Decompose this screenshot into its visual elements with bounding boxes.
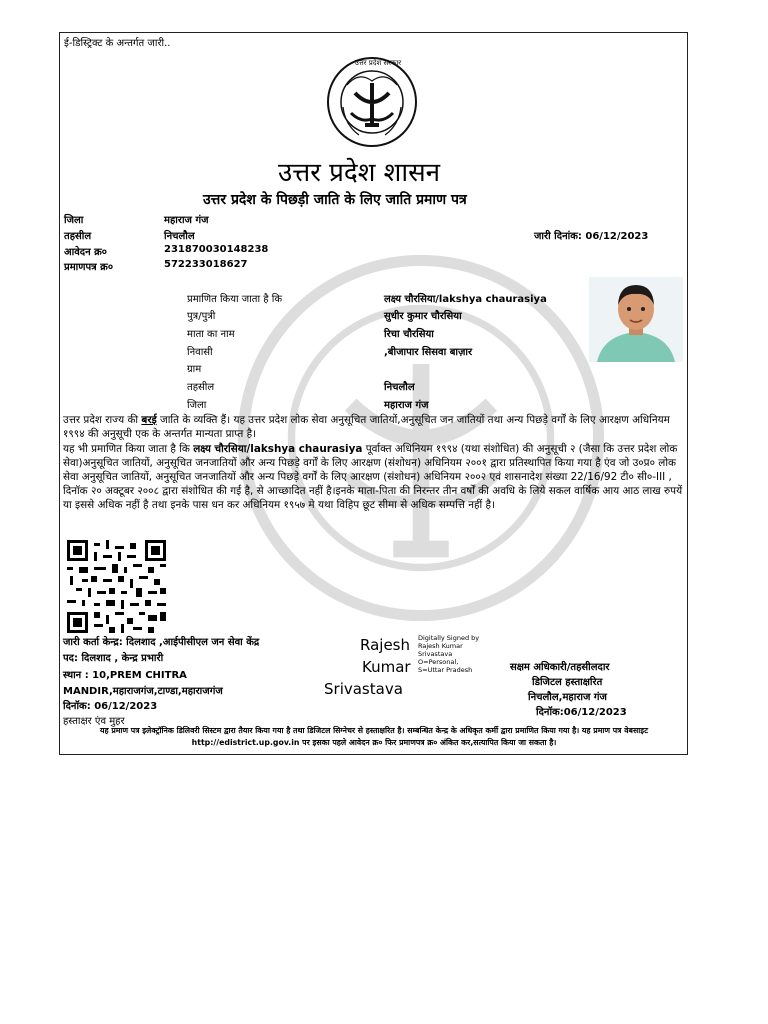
issuer-center: जारी कर्ता केन्द्र: दिलशाद ,आईपीसीएल जन सेवा केंद्र [63,637,260,648]
digital-signature-details [418,634,479,674]
creamy-layer-text-2: पूर्वाक्त अधिनियम १९९४ (यथा संशोधित) की अनुसूची २ (जैसा कि उत्तर प्रदेश लोक सेवा)अनुसूचित जातियों, अनुसूचित जनजातियों और अन्य पिछड़े वर्गों के लिए आरक्षण (संशोधन) अधिनियम २००१ द्वारा प्रतिस्थापित किया गया है एंव जो उ०प्र० लोक सेवा अनुसूचित जातियों, अनुसूचित जनजातियों और अन्य पिछड़े वर्गों के लिए आरक्षण (संशोधन) अधिनियम २००२ एवं शासनादेश संख्या 22/16/92 टी० सी०-III , दिनॉक २० अक्टूबर २००८ द्वारा संशोधित की गई है, से आच्छादित नहीं है।इनके माता-पिता की निरन्तर तीन वर्षों की अवधि के लिये सकल वार्षिक आय आठ लाख रुपयें या इससे अधिक नहीं है तथा इनके पास धन कर अधिनियम १९५७ मे यथा विहिप छूट सीमा से अधिक सम्पत्ति नहीं है। [63,443,683,511]
certificate [59,32,688,755]
digital-signature-line: Digitally Signed by [418,634,480,642]
caste-statement [63,413,683,441]
detail-value-name: लक्ष्य चौरसिया/lakshya chaurasiya [384,294,547,305]
meta-value-application-no: 231870030148238 [164,244,269,255]
detail-label-village: ग्राम [187,364,202,375]
digital-signature-name-1: Rajesh [360,636,411,654]
meta-value-district: महाराज गंज [164,215,209,226]
meta-value-tehsil: निचलौल [164,231,195,242]
caste-name: बरई [141,414,157,426]
issuer-date: दिनॉक: 06/12/2023 [63,701,158,712]
officer-place: निचलौल,महाराज गंज [528,692,607,703]
emblem-text: उत्तर प्रदेश सरकार [355,59,402,67]
digital-signature-name-3: Srivastava [324,680,403,698]
officer-digital-sign: डिजिटल हस्ताक्षरित [532,677,603,688]
detail-value-father: सुधीर कुमार चौरसिया [384,311,462,322]
digital-signature-line: Rajesh Kumar [418,642,463,650]
detail-label-mother: माता का नाम [187,329,235,340]
meta-label-certificate-no: प्रमाणपत्र क्र० [64,262,114,273]
up-government-emblem [325,55,419,149]
issue-date-value: 06/12/2023 [585,231,649,242]
officer-title: सक्षम अधिकारी/तहसीलदार [510,662,610,673]
digital-signature-line: Srivastava [418,650,453,658]
detail-label-tehsil: तहसील [187,382,215,393]
header-note: ई-डिस्ट्रिक्ट के अन्तर्गत जारी.. [64,38,171,49]
detail-value-mother: रिचा चौरसिया [384,329,434,340]
digital-signature-line: O=Personal, [418,658,459,666]
footer-note: यह प्रमाण पत्र इलेक्ट्रॉनिक डिलिवरी सिस्टम द्वारा तैयार किया गया है तथा डिजिटल सिग्नेचर से हस्ताक्षरित है। सम्बन्धित केन्द्र के अधिकृत कर्मी द्वारा प्रमाणित किया गया है। यह प्रमाण पत्र वेबसाइट http://edistrict.up.gov.in पर इसका पहले आवेदन क्र० फिर प्रमाणपत्र क्र० अंकित कर,सत्यापित किया जा सकता है। [99,726,649,747]
issuer-place-line2: MANDIR,महाराजगंज,टाण्डा,महाराजगंज [63,686,223,697]
meta-label-application-no: आवेदन क्र० [64,247,108,258]
creamy-layer-text: यह भी प्रमाणित किया जाता है कि [63,443,194,455]
signature-and-seal: हस्ताक्षर एंव मुहर [63,716,125,727]
issuer-designation: पद: दिलशाद , केन्द्र प्रभारी [63,653,164,664]
issue-date-label: जारी दिनांक: [534,231,582,242]
meta-label-tehsil: तहसील [64,231,92,242]
detail-value-resident: ,बीजापार सिसवा बाज़ार [384,347,473,358]
detail-label-resident: निवासी [187,347,213,358]
issue-date [534,228,648,242]
meta-value-certificate-no: 572233018627 [164,259,248,270]
page-title: उत्तर प्रदेश शासन [278,158,441,188]
caste-statement-text-2: जाति के व्यक्ति हैं। यह उत्तर प्रदेश लोक सेवा अनुसूचित जातियों,अनुसूचित जन जातियों तथा अन्य पिछड़े वर्गों के लिए आरक्षण अधिनियम १९९४ की अनुसूची एक के अन्तर्गत मान्यता प्राप्त है। [63,414,670,440]
certificate-subtitle: उत्तर प्रदेश के पिछड़ी जाति के लिए जाति प्रमाण पत्र [203,192,467,208]
detail-label-son-daughter: पुत्र/पुत्री [187,311,216,322]
digital-signature-name-2: Kumar [362,658,411,676]
caste-statement-text: उत्तर प्रदेश राज्य की [63,414,142,426]
detail-value-tehsil: निचलौल [384,382,415,393]
issuer-place-line1: स्थान : 10,PREM CHITRA [63,670,187,681]
applicant-photo [589,277,683,362]
digital-signature-line: S=Uttar Pradesh [418,666,473,674]
creamy-layer-name: लक्ष्य चौरसिया/lakshya chaurasiya [193,443,363,455]
officer-date: दिनॉक:06/12/2023 [536,707,627,718]
detail-label-district: जिला [187,400,207,411]
creamy-layer-statement [63,442,683,512]
qr-code [67,540,166,633]
meta-label-district: जिला [64,215,84,226]
detail-value-district: महाराज गंज [384,400,429,411]
detail-label-certified: प्रमाणित किया जाता है कि [187,294,283,305]
